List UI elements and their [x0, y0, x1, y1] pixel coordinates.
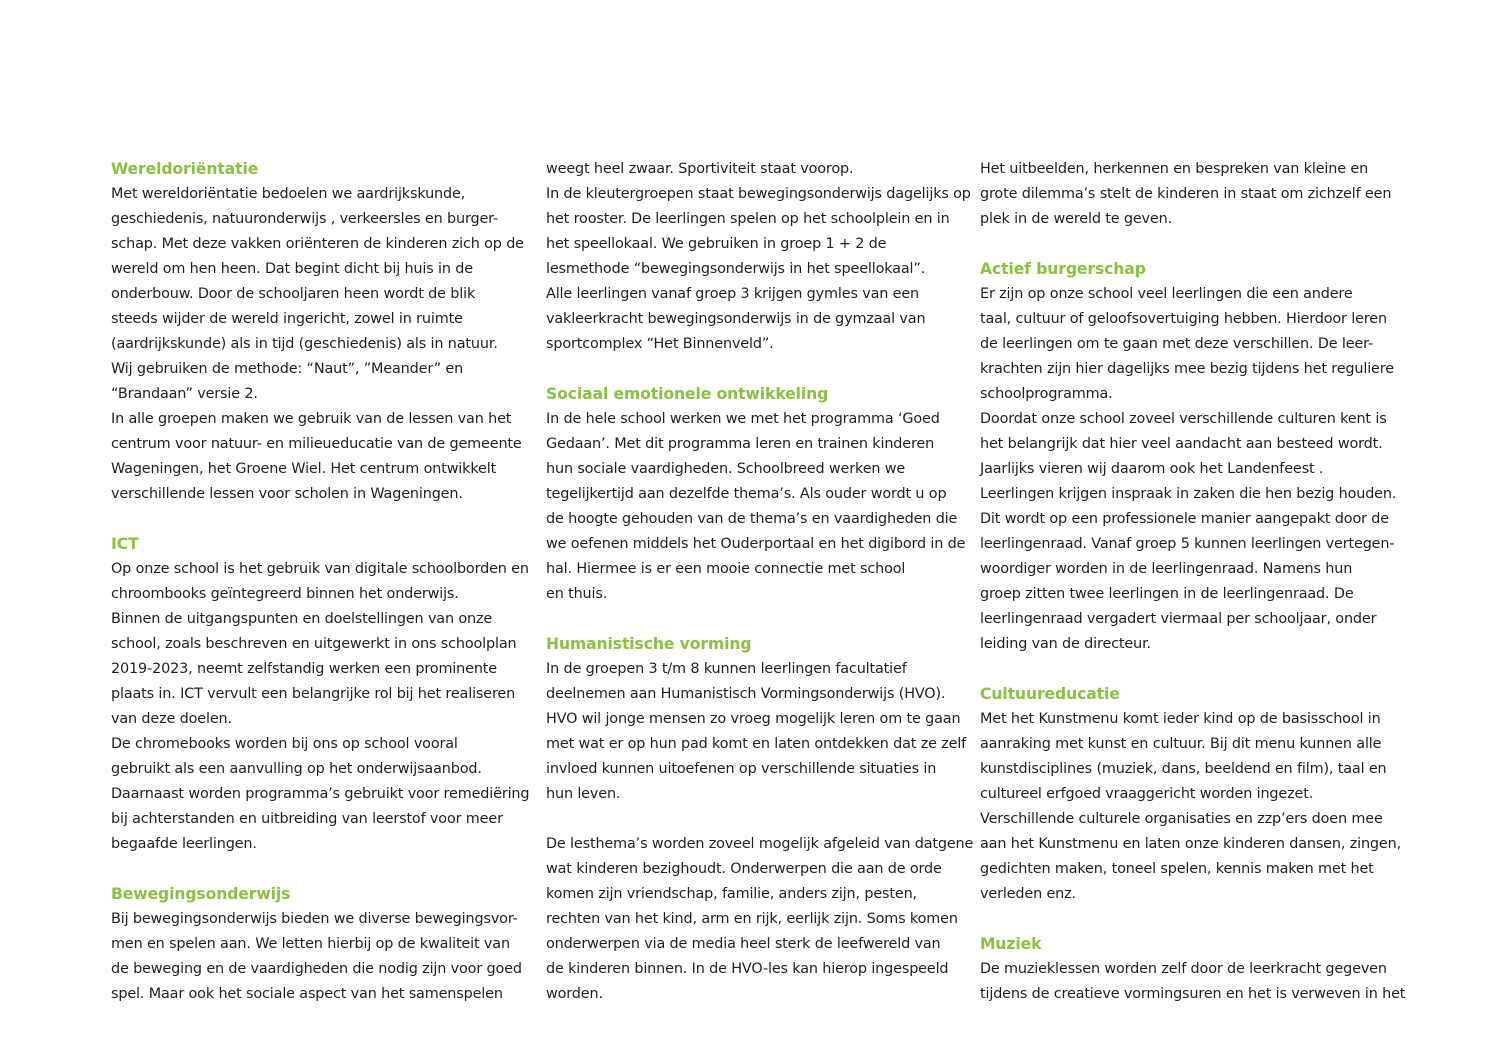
body-text-line: aanraking met kunst en cultuur. Bij dit menu kunnen alle [980, 736, 1382, 752]
body-text-line: Met wereldoriëntatie bedoelen we aardrijkskunde, [111, 186, 466, 202]
section-heading: Cultuureducatie [980, 685, 1120, 703]
body-text-line: Doordat onze school zoveel verschillende culturen kent is [980, 411, 1387, 427]
body-text-line: “Brandaan” versie 2. [111, 386, 258, 402]
body-text-line: onderbouw. Door de schooljaren heen wordt de blik [111, 286, 476, 302]
body-text-line: Het uitbeelden, herkennen en bespreken van kleine en [980, 161, 1369, 177]
body-text-line: spel. Maar ook het sociale aspect van het samenspelen [111, 986, 503, 1002]
section-spacer [546, 607, 956, 632]
body-text-line: In de kleutergroepen staat bewegingsonderwijs dagelijks op [546, 186, 971, 202]
column-2 [546, 157, 974, 1007]
column-1 [111, 157, 530, 1007]
body-text-line: chroombooks geïntegreerd binnen het onderwijs. [111, 586, 459, 602]
section-heading: Humanistische vorming [546, 635, 752, 653]
body-text-line: bij achterstanden en uitbreiding van leerstof voor meer [111, 811, 503, 827]
body-text-line: Daarnaast worden programma’s gebruikt voor remediëring [111, 786, 530, 802]
body-text-line: Leerlingen krijgen inspraak in zaken die hen bezig houden. [980, 486, 1397, 502]
body-text-line: tegelijkertijd aan dezelfde thema’s. Als ouder wordt u op [546, 486, 947, 502]
section-actief-burgerschap [980, 257, 1397, 657]
body-text-line: onderwerpen via de media heel sterk de leefwereld van [546, 936, 941, 952]
body-text-line: In de hele school werken we met het programma ‘Goed [546, 411, 940, 427]
section-bewegingsonderwijs [111, 882, 521, 1007]
body-text-line: woordiger worden in de leerlingenraad. Namens hun [980, 561, 1353, 577]
body-text-line: hun sociale vaardigheden. Schoolbreed werken we [546, 461, 906, 477]
body-text-line: De lesthema’s worden zoveel mogelijk afgeleid van datgene [546, 836, 974, 852]
body-text-line: schoolprogramma. [980, 386, 1113, 402]
body-text-line: worden. [546, 986, 603, 1002]
body-text-line: Binnen de uitgangspunten en doelstellingen van onze [111, 611, 493, 627]
body-text-line: leerlingenraad. Vanaf groep 5 kunnen leerlingen vertegen- [980, 536, 1395, 552]
body-text-line: aan het Kunstmenu en laten onze kinderen dansen, zingen, [980, 836, 1402, 852]
body-text-line: we oefenen middels het Ouderportaal en het digibord in de [546, 536, 966, 552]
body-text-line: Gedaan’. Met dit programma leren en trainen kinderen [546, 436, 935, 452]
section-wereldorientatie [111, 157, 524, 507]
body-text-line: Wageningen, het Groene Wiel. Het centrum ontwikkelt [111, 461, 497, 477]
section-sociaal-emotionele-ontwikkeling [546, 382, 966, 607]
body-text-line: schap. Met deze vakken oriënteren de kinderen zich op de [111, 236, 524, 252]
body-text-line: wereld om hen heen. Dat begint dicht bij huis in de [111, 261, 473, 277]
section-muziek [980, 932, 1406, 1007]
body-text-line: verleden enz. [980, 886, 1076, 902]
body-text-line: HVO wil jonge mensen zo vroeg mogelijk leren om te gaan [546, 711, 961, 727]
section-cultuureducatie [980, 682, 1402, 907]
body-text-line: In de groepen 3 t/m 8 kunnen leerlingen facultatief [546, 661, 907, 677]
body-text-line: komen zijn vriendschap, familie, anders zijn, pesten, [546, 886, 917, 902]
section-spacer [980, 657, 1390, 682]
body-text-line: geschiedenis, natuuronderwijs , verkeersles en burger- [111, 211, 499, 227]
section-spacer [980, 907, 1390, 932]
body-text-line: De chromebooks worden bij ons op school vooral [111, 736, 458, 752]
body-text-line: rechten van het kind, arm en rijk, eerlijk zijn. Soms komen [546, 911, 958, 927]
body-text-line: vakleerkracht bewegingsonderwijs in de gymzaal van [546, 311, 926, 327]
body-text-line: taal, cultuur of geloofsovertuiging hebben. Hierdoor leren [980, 311, 1387, 327]
body-text-line: Jaarlijks vieren wij daarom ook het Landenfeest . [980, 461, 1324, 477]
section-spacer [980, 232, 1390, 257]
body-text-line: hun leven. [546, 786, 621, 802]
body-text-line: leiding van de directeur. [980, 636, 1151, 652]
body-text-line: weegt heel zwaar. Sportiviteit staat voorop. [546, 161, 854, 177]
section-heading: Wereldoriëntatie [111, 160, 259, 178]
section-ict [111, 532, 530, 857]
section-spacer [111, 507, 521, 532]
body-text-line: gebruikt als een aanvulling op het onderwijsaanbod. [111, 761, 482, 777]
body-text-line: groep zitten twee leerlingen in de leerlingenraad. De [980, 586, 1354, 602]
body-text-line: van deze doelen. [111, 711, 232, 727]
body-text-line: Er zijn op onze school veel leerlingen die een andere [980, 286, 1353, 302]
body-text-line: hal. Hiermee is er een mooie connectie met school [546, 561, 906, 577]
body-text-line: steeds wijder de wereld ingericht, zowel in ruimte [111, 311, 463, 327]
section-continuation [546, 157, 971, 357]
body-text-line: school, zoals beschreven en uitgewerkt in ons schoolplan [111, 636, 517, 652]
body-text-line: de beweging en de vaardigheden die nodig zijn voor goed [111, 961, 522, 977]
body-text-line: het belangrijk dat hier veel aandacht aan besteed wordt. [980, 436, 1383, 452]
body-text-line: en thuis. [546, 586, 608, 602]
body-text-line: tijdens de creatieve vormingsuren en het is verweven in het [980, 986, 1406, 1002]
body-text-line: kunstdisciplines (muziek, dans, beeldend en film), taal en [980, 761, 1387, 777]
section-heading: Sociaal emotionele ontwikkeling [546, 385, 829, 403]
body-text-line: cultureel erfgoed vraaggericht worden ingezet. [980, 786, 1314, 802]
body-text-line: Dit wordt op een professionele manier aangepakt door de [980, 511, 1389, 527]
section-heading: Bewegingsonderwijs [111, 885, 291, 903]
body-text-line: het rooster. De leerlingen spelen op het schoolplein en in [546, 211, 950, 227]
body-text-line: 2019-2023, neemt zelfstandig werken een prominente [111, 661, 498, 677]
section-spacer [546, 357, 956, 382]
body-text-line: Verschillende culturele organisaties en zzp’ers doen mee [980, 811, 1383, 827]
column-3 [980, 157, 1406, 1007]
body-text-line: lesmethode “bewegingsonderwijs in het speellokaal”. [546, 261, 926, 277]
body-text-line: begaafde leerlingen. [111, 836, 257, 852]
section-heading: Actief burgerschap [980, 260, 1146, 278]
section-heading: Muziek [980, 935, 1042, 953]
section-humanistische-vorming [546, 632, 967, 807]
body-text-line: leerlingenraad vergadert viermaal per schooljaar, onder [980, 611, 1377, 627]
body-text-line: men en spelen aan. We letten hierbij op de kwaliteit van [111, 936, 510, 952]
body-text-line: centrum voor natuur- en milieueducatie van de gemeente [111, 436, 522, 452]
body-text-line: invloed kunnen uitoefenen op verschillende situaties in [546, 761, 937, 777]
body-text-line: Op onze school is het gebruik van digitale schoolborden en [111, 561, 529, 577]
body-text-line: De muzieklessen worden zelf door de leerkracht gegeven [980, 961, 1387, 977]
body-text-line: plaats in. ICT vervult een belangrijke rol bij het realiseren [111, 686, 516, 702]
body-text-line: krachten zijn hier dagelijks mee bezig tijdens het reguliere [980, 361, 1394, 377]
body-text-line: wat kinderen bezighoudt. Onderwerpen die aan de orde [546, 861, 942, 877]
body-text-line: Wij gebruiken de methode: “Naut”, ”Meander” en [111, 361, 464, 377]
body-text-line: plek in de wereld te geven. [980, 211, 1173, 227]
section-heading: ICT [111, 535, 139, 553]
body-text-line: met wat er op hun pad komt en laten ontdekken dat ze zelf [546, 736, 967, 752]
body-text-line: de hoogte gehouden van de thema’s en vaardigheden die [546, 511, 958, 527]
section-spacer [546, 807, 956, 832]
body-text-line: (aardrijkskunde) als in tijd (geschiedenis) als in natuur. [111, 336, 498, 352]
section-spacer [111, 857, 521, 882]
body-text-line: gedichten maken, toneel spelen, kennis maken met het [980, 861, 1374, 877]
body-text-line: sportcomplex “Het Binnenveld”. [546, 336, 774, 352]
section-continuation [980, 157, 1390, 232]
body-text-line: grote dilemma’s stelt de kinderen in staat om zichzelf een [980, 186, 1392, 202]
body-text-line: het speellokaal. We gebruiken in groep 1 + 2 de [546, 236, 887, 252]
body-text-line: verschillende lessen voor scholen in Wageningen. [111, 486, 463, 502]
body-text-line: de leerlingen om te gaan met deze verschillen. De leer- [980, 336, 1374, 352]
body-text-line: Alle leerlingen vanaf groep 3 krijgen gymles van een [546, 286, 920, 302]
body-text-line: deelnemen aan Humanistisch Vormingsonderwijs (HVO). [546, 686, 946, 702]
body-text-line: In alle groepen maken we gebruik van de lessen van het [111, 411, 512, 427]
section-continuation [546, 832, 974, 1007]
body-text-line: Met het Kunstmenu komt ieder kind op de basisschool in [980, 711, 1381, 727]
body-text-line: Bij bewegingsonderwijs bieden we diverse bewegingsvor- [111, 911, 518, 927]
body-text-line: de kinderen binnen. In de HVO-les kan hierop ingespeeld [546, 961, 949, 977]
